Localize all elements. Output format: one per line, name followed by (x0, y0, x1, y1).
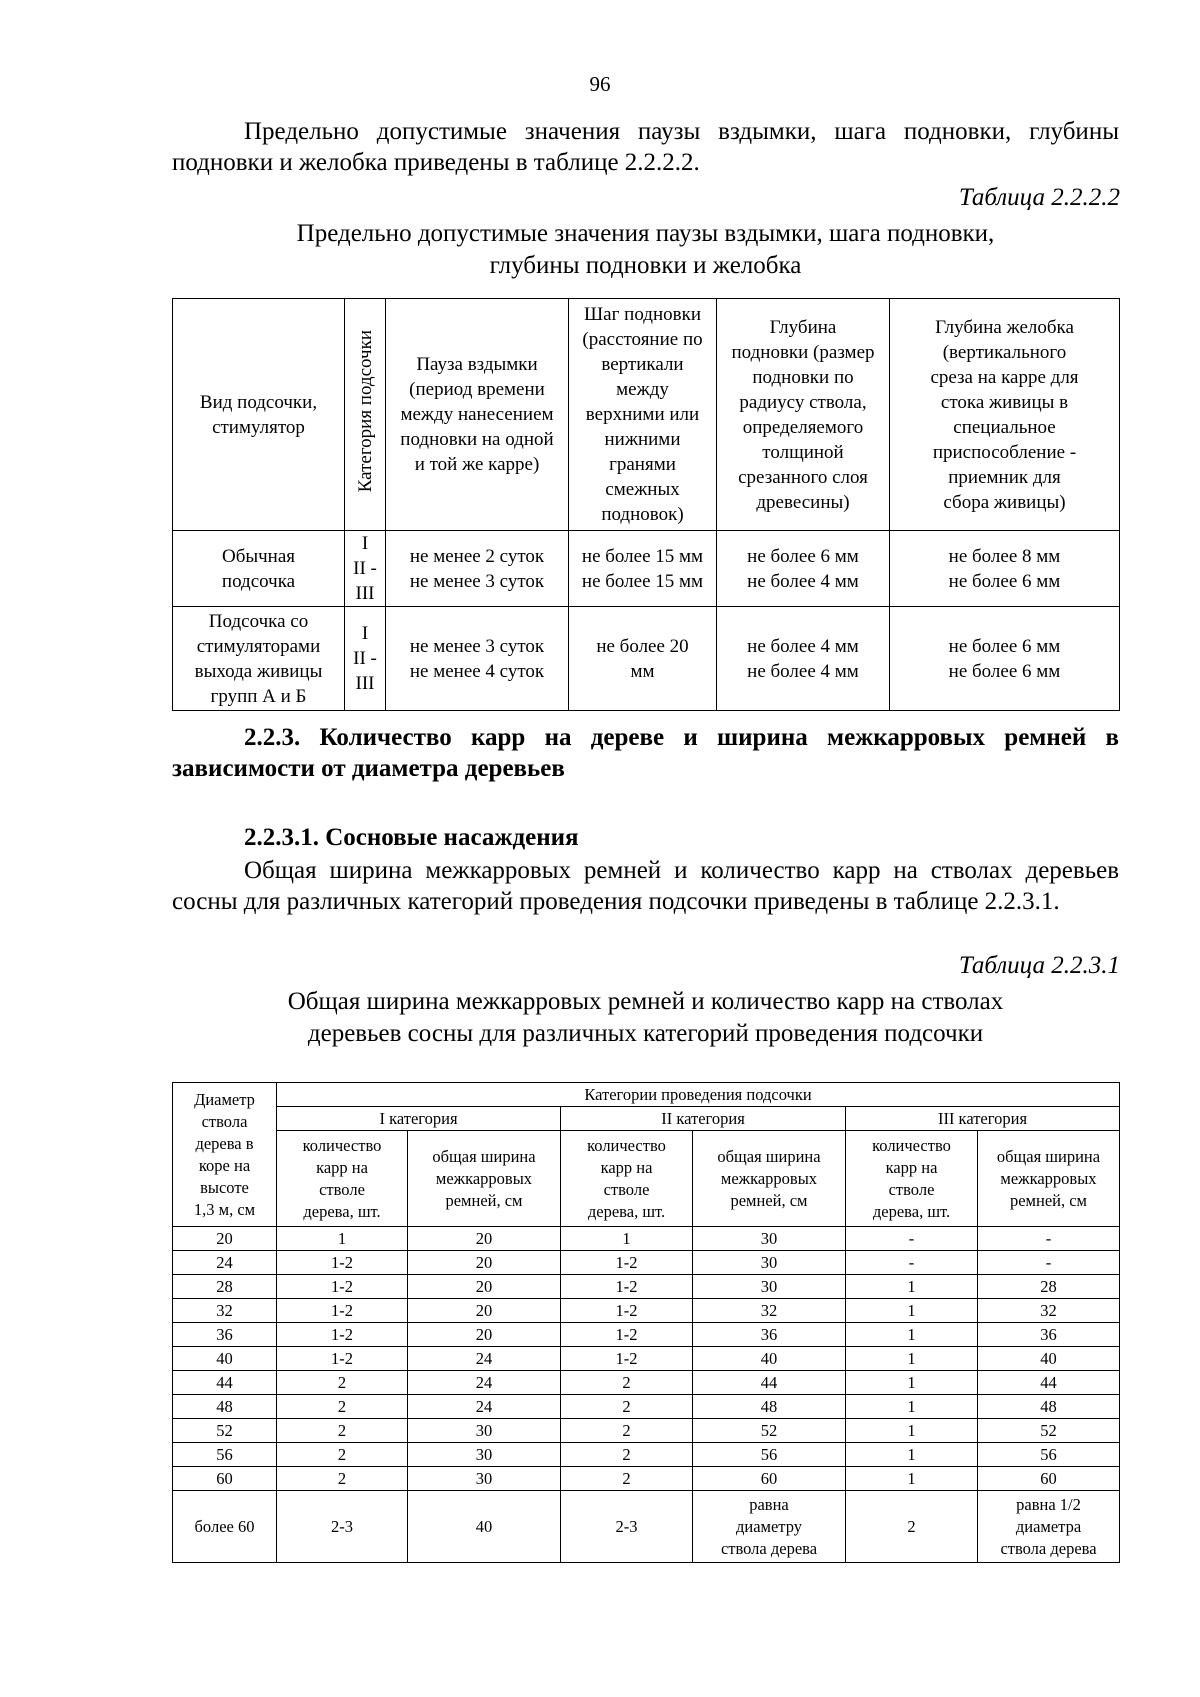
table2-cell: 30 (693, 1227, 846, 1251)
table2-cell: 1-2 (277, 1323, 408, 1347)
table2-header-row (173, 1083, 1120, 1107)
table2-cell: 1-2 (561, 1251, 693, 1275)
table2-header-count: количество карр на стволе дерева, шт. (846, 1131, 978, 1227)
table-row (173, 1371, 1120, 1395)
table2-cell: 1 (846, 1419, 978, 1443)
table2-cell: 20 (173, 1227, 277, 1251)
table2-header-cat2: II категория (561, 1107, 846, 1131)
table2-header-diameter: Диаметр ствола дерева в коре на высоте 1,3 м, см (173, 1083, 277, 1227)
table2-cell: 2 (561, 1395, 693, 1419)
table2-cell: 30 (408, 1467, 561, 1491)
table-row (173, 1491, 1120, 1563)
table2-cell: 56 (693, 1443, 846, 1467)
table2-cell: 20 (408, 1323, 561, 1347)
intro-paragraph: Предельно допустимые значения паузы вздымки, шага подновки, глубины подновки и желобка приведены в таблице 2.2.2.2. (172, 118, 1119, 176)
table2-cell: 1-2 (561, 1299, 693, 1323)
section-223-heading: 2.2.3. Количество карр на дереве и ширина межкарровых ремней в зависимости от диаметра деревьев (172, 724, 1119, 782)
table2-cell: 60 (173, 1467, 277, 1491)
table2-cell: 2 (561, 1419, 693, 1443)
table1-cell-pause: не менее 3 суток не менее 4 суток (386, 607, 569, 711)
table2-cell: - (846, 1251, 978, 1275)
table2-cell: 40 (173, 1347, 277, 1371)
table2-cell: 52 (173, 1419, 277, 1443)
table2-cell: 1 (846, 1347, 978, 1371)
table2-cell: 1-2 (277, 1251, 408, 1275)
table2-cell: 40 (693, 1347, 846, 1371)
table2-cell: 2 (277, 1371, 408, 1395)
table1-cell-groove: не более 6 мм не более 6 мм (890, 607, 1120, 711)
table2-header-width: общая ширина межкарровых ремней, см (693, 1131, 846, 1227)
table2-cell: 1-2 (561, 1275, 693, 1299)
table2-cell: 60 (693, 1467, 846, 1491)
table2-header-cat1: I категория (277, 1107, 561, 1131)
table2-cell: 30 (693, 1275, 846, 1299)
table2-cell: 48 (173, 1395, 277, 1419)
table-row (173, 1251, 1120, 1275)
table2-cell: - (978, 1227, 1120, 1251)
table1-title-line2: глубины подновки и желобка (489, 252, 802, 279)
limits-table (172, 298, 1120, 711)
table2-cell: 48 (693, 1395, 846, 1419)
table2-label: Таблица 2.2.3.1 (958, 952, 1120, 979)
table2-cell: 48 (978, 1395, 1120, 1419)
table1-cell-pause: не менее 2 суток не менее 3 суток (386, 531, 569, 607)
table2-cell: 30 (408, 1443, 561, 1467)
table1-header-category-text: Категория подсочки (354, 329, 376, 493)
table-row (173, 1347, 1120, 1371)
table2-cell: 60 (978, 1467, 1120, 1491)
table1-header-step: Шаг подновки (расстояние по вертикали между верхними или нижними гранями смежных подновок) (569, 299, 717, 531)
table-row (173, 1443, 1120, 1467)
table2-cell: 1 (277, 1227, 408, 1251)
table2-cell: 1-2 (561, 1347, 693, 1371)
table-row (173, 1323, 1120, 1347)
table2-title-line2: деревьев сосны для различных категорий проведения подсочки (307, 1020, 984, 1047)
table2-cell: 32 (978, 1299, 1120, 1323)
table2-cell: 1-2 (277, 1347, 408, 1371)
table2-cell: 2 (846, 1491, 978, 1563)
table2-header-row (173, 1107, 1120, 1131)
table2-cell: 24 (408, 1347, 561, 1371)
table2-cell: - (978, 1251, 1120, 1275)
table2-cell: 1 (846, 1275, 978, 1299)
table1-header-type: Вид подсочки, стимулятор (173, 299, 345, 531)
table2-header-categories: Категории проведения подсочки (277, 1083, 1120, 1107)
table2-cell: 2 (561, 1371, 693, 1395)
table2-cell: 24 (408, 1371, 561, 1395)
table2-cell: 32 (693, 1299, 846, 1323)
table2-cell: 1 (846, 1467, 978, 1491)
table1-cell-step: не более 20 мм (569, 607, 717, 711)
table1-title-line1: Предельно допустимые значения паузы вздымки, шага подновки, (296, 220, 995, 247)
table2-cell: 2 (561, 1467, 693, 1491)
table1-header-row (173, 299, 1120, 531)
table2-cell: 52 (978, 1419, 1120, 1443)
table2-cell: 44 (978, 1371, 1120, 1395)
table2-cell: 1-2 (277, 1275, 408, 1299)
table2-cell: 1 (846, 1299, 978, 1323)
table2-cell: 2 (561, 1443, 693, 1467)
table1-cell-type: Подсочка со стимуляторами выхода живицы групп А и Б (173, 607, 345, 711)
table2-cell: 1 (561, 1227, 693, 1251)
table2-header-row (173, 1131, 1120, 1227)
table1-header-category (345, 299, 386, 531)
table-row (173, 531, 1120, 607)
table1-header-depth: Глубина подновки (размер подновки по радиусу ствола, определяемого толщиной срезанного слоя древесины) (717, 299, 890, 531)
table2-cell: 1-2 (277, 1299, 408, 1323)
table2-cell: 30 (408, 1419, 561, 1443)
table2-cell: 40 (408, 1491, 561, 1563)
table2-cell: более 60 (173, 1491, 277, 1563)
table2-header-width: общая ширина межкарровых ремней, см (408, 1131, 561, 1227)
table2-cell: 1 (846, 1323, 978, 1347)
table2-cell: 32 (173, 1299, 277, 1323)
table2-cell: 30 (693, 1251, 846, 1275)
table2-cell: 1 (846, 1395, 978, 1419)
table2-header-cat3: III категория (846, 1107, 1120, 1131)
table2-cell: 2 (277, 1467, 408, 1491)
table-row (173, 1419, 1120, 1443)
table1-cell-depth: не более 6 мм не более 4 мм (717, 531, 890, 607)
table2-cell: 20 (408, 1227, 561, 1251)
table2-header-width: общая ширина межкарровых ремней, см (978, 1131, 1120, 1227)
table2-cell: 24 (408, 1395, 561, 1419)
table2-cell: 2 (277, 1443, 408, 1467)
table2-cell: 44 (693, 1371, 846, 1395)
table1-label: Таблица 2.2.2.2 (958, 184, 1120, 211)
table1-cell-depth: не более 4 мм не более 4 мм (717, 607, 890, 711)
table2-cell: 20 (408, 1251, 561, 1275)
table2-cell: 44 (173, 1371, 277, 1395)
table2-cell: 2-3 (277, 1491, 408, 1563)
table2-cell: равна 1/2 диаметра ствола дерева (978, 1491, 1120, 1563)
table2-cell: 52 (693, 1419, 846, 1443)
table2-body (173, 1227, 1120, 1563)
page-number: 96 (589, 72, 611, 96)
table-row (173, 1275, 1120, 1299)
table1-header-groove: Глубина желобка (вертикального среза на карре для стока живицы в специальное приспособление - приемник для сбора живицы) (890, 299, 1120, 531)
table2-header-count: количество карр на стволе дерева, шт. (277, 1131, 408, 1227)
table-row (173, 607, 1120, 711)
table1-cell-groove: не более 8 мм не более 6 мм (890, 531, 1120, 607)
table2-cell: 1 (846, 1371, 978, 1395)
table2-cell: 40 (978, 1347, 1120, 1371)
table2-cell: 2 (277, 1395, 408, 1419)
table2-cell: 20 (408, 1275, 561, 1299)
table2-cell: 24 (173, 1251, 277, 1275)
table2-cell: - (846, 1227, 978, 1251)
table2-cell: 1 (846, 1443, 978, 1467)
table2-cell: 28 (978, 1275, 1120, 1299)
table2-cell: 36 (978, 1323, 1120, 1347)
table2-cell: 2-3 (561, 1491, 693, 1563)
table-row (173, 1227, 1120, 1251)
pine-carre-table (172, 1082, 1120, 1563)
table2-cell: 56 (978, 1443, 1120, 1467)
table2-title-line1: Общая ширина межкарровых ремней и количество карр на стволах (287, 988, 1004, 1015)
table1-cell-type: Обычная подсочка (173, 531, 345, 607)
table-row (173, 1395, 1120, 1419)
section-2231-paragraph: Общая ширина межкарровых ремней и количество карр на стволах деревьев сосны для различных категорий проведения подсочки приведены в таблице 2.2.3.1. (172, 857, 1119, 915)
table1-cell-category: I II - III (345, 607, 386, 711)
table2-cell: равна диаметру ствола дерева (693, 1491, 846, 1563)
table2-cell: 1-2 (561, 1323, 693, 1347)
table2-cell: 2 (277, 1419, 408, 1443)
table1-header-pause: Пауза вздымки (период времени между нанесением подновки на одной и той же карре) (386, 299, 569, 531)
table2-cell: 56 (173, 1443, 277, 1467)
table2-cell: 20 (408, 1299, 561, 1323)
table-row (173, 1467, 1120, 1491)
table2-cell: 36 (693, 1323, 846, 1347)
table2-header-count: количество карр на стволе дерева, шт. (561, 1131, 693, 1227)
table2-cell: 36 (173, 1323, 277, 1347)
table-row (173, 1299, 1120, 1323)
table2-cell: 28 (173, 1275, 277, 1299)
table1-cell-category: I II - III (345, 531, 386, 607)
table1-cell-step: не более 15 мм не более 15 мм (569, 531, 717, 607)
section-2231-heading: 2.2.3.1. Сосновые насаждения (244, 824, 579, 851)
